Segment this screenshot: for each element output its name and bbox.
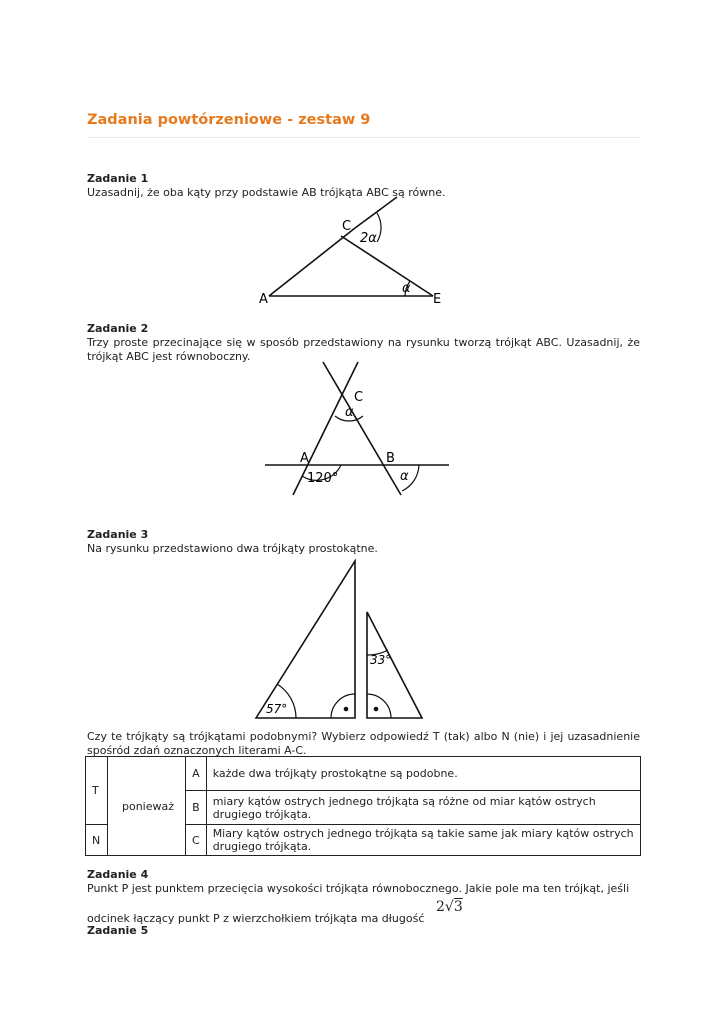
task4-length-radicand: 3 [453,899,463,915]
task1-side-ac [269,228,355,296]
task1-angle-e-label: α [402,281,411,296]
task2-angle-c-label: α [345,405,354,420]
task1-text: Uzasadnij, że oba kąty przy podstawie AB trójkąta ABC są równe. [87,186,446,199]
task2-label-b: B [386,451,395,466]
because-cell: ponieważ [108,757,186,856]
option-a-text: każde dwa trójkąty prostokątne są podobne. [206,757,640,791]
option-a-letter[interactable]: A [186,757,207,791]
task3-heading: Zadanie 3 [87,528,149,541]
task5-heading: Zadanie 5 [87,924,149,937]
task3-right-angle-left-dot [344,707,349,712]
answer-n: N [92,833,101,847]
task3-left-triangle [256,561,355,718]
answer-n-cell[interactable] [86,825,108,856]
task3-right-angle-right-dot [374,707,379,712]
task4-text-line1: Punkt P jest punktem przecięcia wysokości trójkąta równobocznego. Jakie pole ma ten trójkąt, jeśli [87,882,630,895]
task1-figure [255,195,450,310]
task3-question: Czy te trójkąty są trójkątami podobnymi? Wybierz odpowiedź T (tak) albo N (nie) i jej uzasadnienie spośród zdań oznaczonych literami A-C. [87,730,640,757]
option-b-letter[interactable]: B [186,791,207,825]
task1-heading: Zadanie 1 [87,172,149,185]
answer-t: T [92,784,99,797]
task1-label-c: C [342,219,352,234]
answer-table [85,756,641,856]
task2-label-a: A [300,451,309,466]
task1-extension-line [355,197,397,228]
task2-label-c: C [354,390,364,405]
table-row [86,757,641,791]
task3-right-angle-left-arc [331,694,355,718]
task2-text: Trzy proste przecinające się w sposób przedstawiony na rysunku tworzą trójkąt ABC. Uzasadnij, że trójkąt ABC jest równoboczny. [87,336,640,363]
sqrt-icon: √ [444,899,454,915]
task4-length-coef: 2 [436,899,445,915]
task3-text: Na rysunku przedstawiono dwa trójkąty prostokątne. [87,542,378,555]
task3-angle-33-label: 33° [370,653,392,667]
task4-length-formula [436,899,463,915]
task3-figure [250,556,425,724]
task2-angle-b-label: α [400,469,409,484]
option-c-text: Miary kątów ostrych jednego trójkąta są takie same jak miary kątów ostrych drugiego trójkąta. [206,825,640,856]
task1-label-e: E [433,292,442,307]
task3-angle-57-label: 57° [266,702,288,716]
task4-heading: Zadanie 4 [87,868,149,881]
task2-figure [263,360,453,500]
task1-angle-c-arc [377,213,381,242]
task4-text-line2: odcinek łączący punkt P z wierzchołkiem trójkąta ma długość [87,912,425,925]
task1-label-a: A [259,292,268,307]
option-c-letter[interactable]: C [186,825,207,856]
task3-right-angle-right-arc [367,694,391,718]
task2-angle-a-label: 120° [307,471,339,486]
page-title: Zadania powtórzeniowe - zestaw 9 [87,112,640,138]
answer-t-cell[interactable] [86,757,108,825]
task2-heading: Zadanie 2 [87,322,149,335]
option-b-text: miary kątów ostrych jednego trójkąta są różne od miar kątów ostrych drugiego trójkąta. [206,791,640,825]
task1-angle-c-label: 2α [360,231,377,246]
task1-side-ce [341,236,433,296]
